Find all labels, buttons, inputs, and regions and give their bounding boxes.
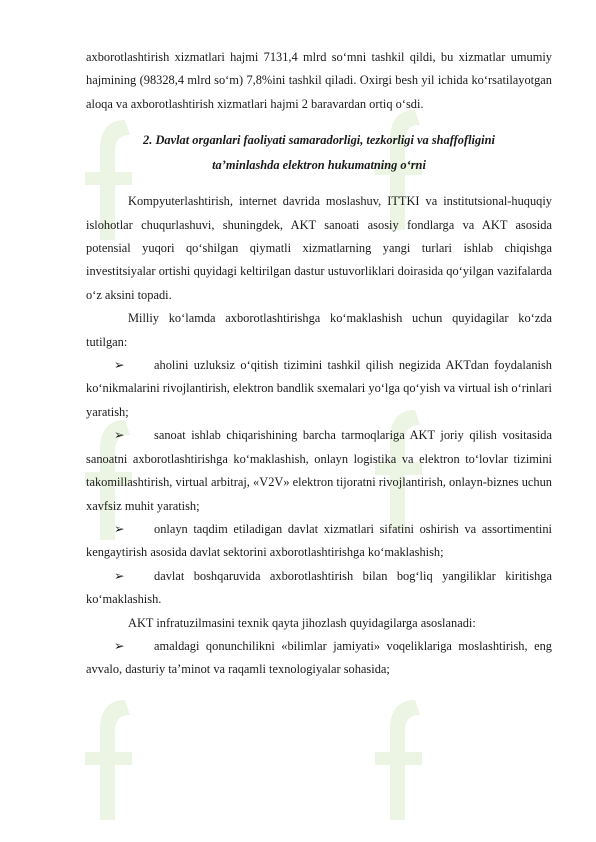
list-item: [86, 424, 552, 518]
paragraph-services-volume: axborotlashtirish xizmatlari hajmi 7131,4 mlrd so‘mni tashkil qildi, bu xizmatlar umumiy hajmining (98328,4 mlrd so‘m) 7,8%ini tashkil qiladi. Oxirgi besh yil ichida ko‘rsatilayotgan aloqa va axborotlashtirish xizmatlari hajmi 2 baravardan ortiq o‘sdi.: [86, 50, 552, 111]
list-item-text: sanoat ishlab chiqarishining barcha tarmoqlariga AKT joriy qilish vositasida sanoatni axborotlashtirishga ko‘maklashish, onlayn logistika va elektron to‘lovlar tizimini takomillashtirish, virtual arbitraj, «V2V» elektron tijoratni rivojlantirish, onlayn-biznes uchun xavfsiz muhit yaratish;: [86, 428, 552, 513]
document-page: [86, 46, 552, 682]
paragraph-computerization: Kompyuterlashtirish, internet davrida moslashuv, ITTKI va institutsional-huquqiy islohotlar chuqurlashuvi, shuningdek, AKT sanoati asosiy fondlarga va AKT asosida potensial yuqori qo‘shilgan qiymatli xizmatlarning yangi turlari ishlab chiqishga investitsiyalar ortishi quyidagi keltirilgan dastur ustuvorliklari doirasida qo‘yilgan vazifalarda o‘z aksini topadi.: [86, 194, 552, 302]
arrow-bullet-icon: ➢: [114, 638, 125, 653]
list-item-text: amaldagi qonunchilikni «bilimlar jamiyati» voqeliklariga moslashtirish, eng avvalo, dasturiy ta’minot va raqamli texnologiyalar sohasida;: [86, 638, 552, 677]
watermark-logo: [70, 690, 160, 830]
paragraph-ict-infrastructure: AKT infratuzilmasini texnik qayta jihozlash quyidagilarga asoslanadi:: [128, 615, 476, 630]
list-item-text: onlayn taqdim etiladigan davlat xizmatlari sifatini oshirish va assortimentini kengaytirish asosida davlat sektorini axborotlashtirishga ko‘maklashish;: [86, 521, 552, 560]
paragraph-national-scale: Milliy ko‘lamda axborotlashtirishga ko‘maklashish uchun quyidagilar ko‘zda tutilgan:: [86, 311, 552, 349]
section-heading: [86, 128, 552, 178]
list-item-text: aholini uzluksiz o‘qitish tizimini tashkil qilish negizida AKTdan foydalanish ko‘nikmalarini rivojlantirish, elektron bandlik sxemalari yo‘lga qo‘yish va virtual ish o‘rinlari yaratish;: [86, 358, 552, 419]
list-item: [86, 518, 552, 565]
arrow-bullet-icon: ➢: [114, 358, 125, 373]
list-item: [86, 354, 552, 424]
list-item: [86, 565, 552, 612]
section-heading-line1: 2. Davlat organlari faoliyati samaradorligi, tezkorligi va shaffofligini: [143, 133, 495, 148]
arrow-bullet-icon: ➢: [114, 521, 125, 536]
arrow-bullet-icon: ➢: [114, 568, 125, 583]
arrow-bullet-icon: ➢: [114, 428, 125, 443]
watermark-logo: [360, 690, 450, 830]
section-heading-line2: ta’minlashda elektron hukumatning o‘rni: [212, 158, 426, 173]
list-item: [86, 635, 552, 682]
list-item-text: davlat boshqaruvida axborotlashtirish bilan bog‘liq yangiliklar kiritishga ko‘maklashish.: [86, 568, 552, 607]
